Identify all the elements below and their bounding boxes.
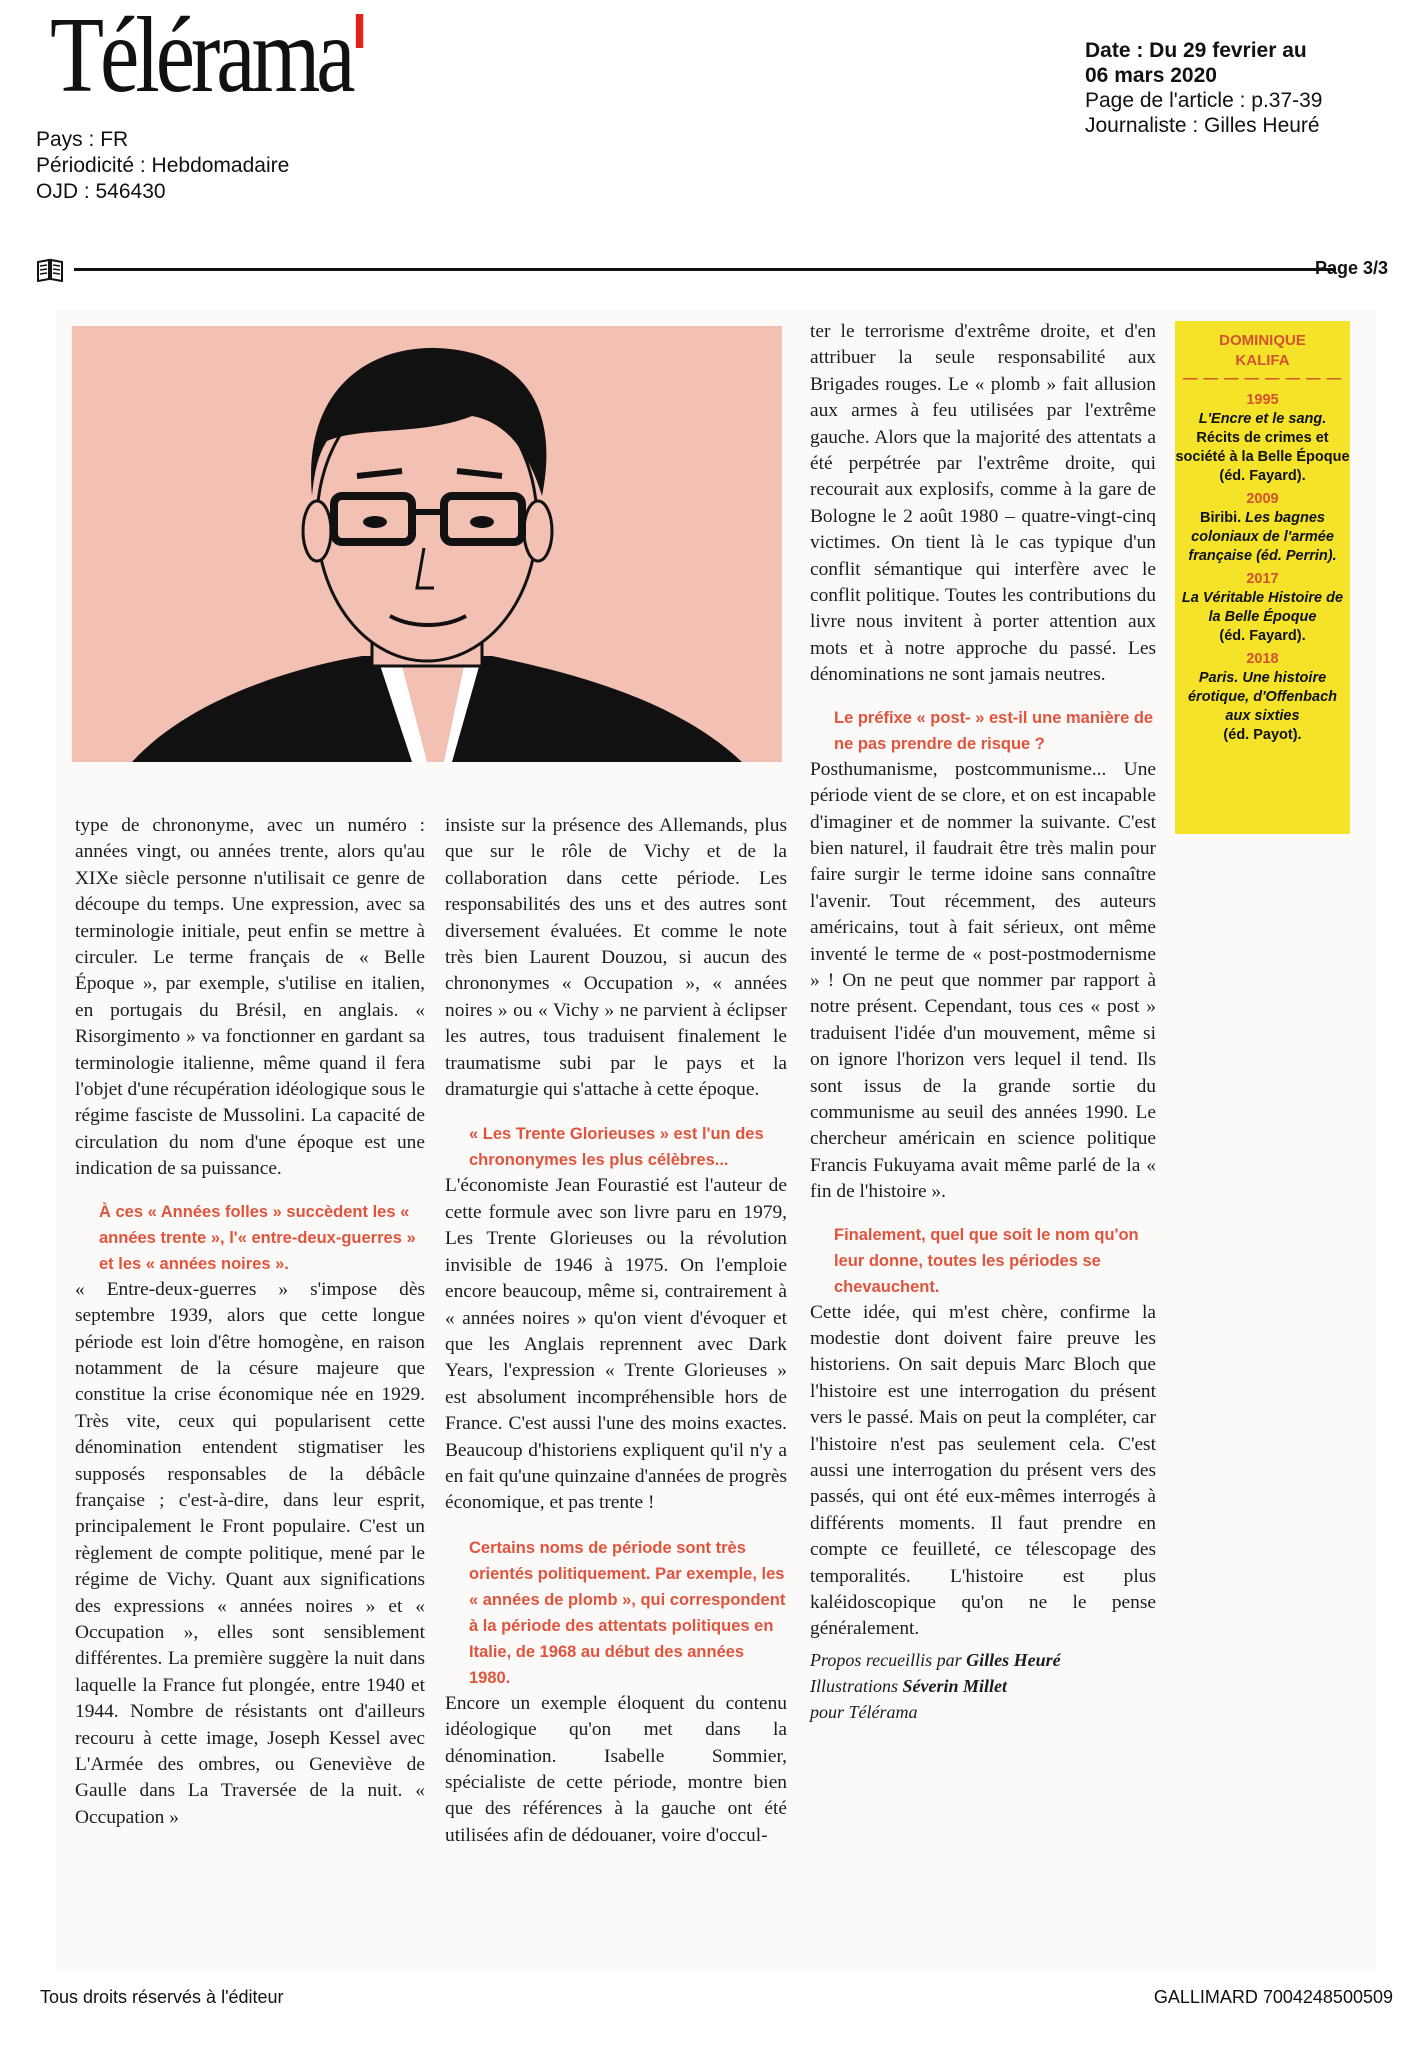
- publication-meta: [36, 127, 289, 205]
- bibliography-year: 2017: [1246, 571, 1279, 587]
- article-paragraph: ter le terrorisme d'extrême droite, et d'en attribuer la seule responsabilité aux Brigades rouges. Le « plomb » fait allusion aux armes à feu utilisées par l'extrême gauche. Alors que la majorité des attentats a été perpétrée par l'extrême droite, qui recourait aux explosifs, comme à la gare de Bologne le 2 août 1980 – quatre-vingt-cinq victimes. On tient là le cas typique d'un conflit sémantique qui interfère avec le conflit politique. Toutes les contributions du livre nous invitent à porter attention aux mots et à notre approche du passé. Les dénominations ne sont jamais neutres.: [810, 321, 1156, 686]
- article-paragraph: insiste sur la présence des Allemands, plus que sur le rôle de Vichy et de la collaboration dans cette période. Les responsabilités des uns et des autres sont diversement évaluées. Et comme le note très bien Laurent Douzou, si aucun des chrononymes « Occupation », « années noires » ou « Vichy » ne parvient à éclipser les autres, tous traduisent finalement le traumatisme subi par le pays et la dramaturgie qui s'attache à cette époque.: [445, 815, 787, 1101]
- author-lastname: KALIFA: [1235, 352, 1290, 369]
- question-heading: Certains noms de période sont très orientés politiquement. Par exemple, les « années de plomb », qui correspondent à la période des attentats politiques en Italie, de 1968 au début des années 1980.: [469, 1538, 786, 1687]
- date-line-2: 06 mars 2020: [1085, 64, 1217, 87]
- bibliography-entry: La Véritable Histoire de la Belle Époque (éd. Fayard).: [1181, 590, 1344, 644]
- bibliography-year: 1995: [1246, 392, 1279, 408]
- question-heading: À ces « Années folles » succèdent les « années trente », l'« entre-deux-guerres » et les « années noires ».: [99, 1202, 416, 1273]
- rights-notice: Tous droits réservés à l'éditeur: [40, 1987, 284, 2007]
- question-heading: Le préfixe « post- » est-il une manière de ne pas prendre de risque ?: [834, 708, 1154, 753]
- question-heading: Finalement, quel que soit le nom qu'on leur donne, toutes les périodes se chevauchent.: [834, 1225, 1139, 1296]
- periodicity: Périodicité : Hebdomadaire: [36, 154, 290, 177]
- header-rule-row: [36, 258, 1396, 282]
- country: Pays : FR: [36, 128, 129, 151]
- article-paragraph: L'économiste Jean Fourastié est l'auteur de cette formule avec son livre paru en 1979, Les Trente Glorieuses ou la révolution invisible de 1946 à 1975. On l'emploie encore beaucoup, même si, contrairement à « années noires » qu'on vient d'évoquer et que les Anglais reprennent avec Dark Years, l'expression « Trente Glorieuses » est absolument incompréhensible hors de France. C'est aussi l'une des moins exactes. Beaucoup d'historiens expliquent qu'il n'y a en fait qu'une quinzaine d'années de progrès économique, et pas trente !: [445, 1175, 787, 1514]
- question-heading: « Les Trente Glorieuses » est l'un des chrononymes les plus célèbres...: [469, 1125, 764, 1170]
- article-pages: Page de l'article : p.37-39: [1085, 89, 1323, 112]
- page-number: Page 3/3: [1314, 258, 1388, 278]
- sidebar-divider: — — — — — — — —: [1182, 371, 1343, 387]
- article-paragraph: Encore un exemple éloquent du contenu idéologique qu'on met dans la dénomination. Isabelle Sommier, spécialiste de cette période, montre bien que des références à la gauche ont été utilisées afin de dédouaner, voire d'occul-: [445, 1692, 787, 1846]
- article-meta: [1085, 38, 1323, 138]
- author-firstname: DOMINIQUE: [1219, 332, 1306, 349]
- date-line-1: Date : Du 29 fevrier au: [1085, 39, 1307, 62]
- illustrator-credit: Séverin Millet: [902, 1675, 1008, 1696]
- journalist-credit: Gilles Heuré: [966, 1649, 1061, 1670]
- article-paragraph: type de chrononyme, avec un numéro : années vingt, ou années trente, alors qu'au XIXe siècle personne n'utilisait ce genre de découpe du temps. Une expression, avec sa terminologie initiale, peut enfin se mettre à circuler. Le terme français de « Belle Époque », par exemple, s'utilise en italien, en portugais du Brésil, en anglais. « Risorgimento » va fonctionner en gardant sa terminologie italienne, même quand il fera l'objet d'une récupération idéologique sous le régime fasciste de Mussolini. La capacité de circulation du nom d'une époque est une indication de sa puissance.: [75, 815, 425, 1180]
- bibliography-entry: L'Encre et le sang. Récits de crimes et société à la Belle Époque (éd. Fayard).: [1175, 411, 1350, 484]
- ojd: OJD : 546430: [36, 180, 166, 203]
- author-bibliography: [1175, 321, 1350, 834]
- document-reference: GALLIMARD 7004248500509: [1153, 1987, 1393, 2007]
- logo-accent-mark: [356, 14, 363, 48]
- telerama-logo: Télérama: [50, 2, 352, 110]
- book-icon: [36, 258, 64, 287]
- article-paragraph: « Entre-deux-guerres » s'impose dès septembre 1939, alors que cette longue période est loin d'être homogène, en raison notamment de la césure majeure que constitue la crise économique née en 1929. Très vite, ceux qui popularisent cette dénomination entendent stigmatiser les supposés responsables de la débâcle française ; c'est-à-dire, dans leur esprit, principalement le Front populaire. C'est un règlement de compte politique, mené par le régime de Vichy. Quant aux significations des expressions « années noires » et « Occupation », elles sont sensiblement différentes. La première suggère la nuit dans laquelle la France fut plongée, entre 1940 et 1944. Nombre de résistants ont d'ailleurs recouru à cette image, Joseph Kessel avec L'Armée des ombres, ou Geneviève de Gaulle dans La Traversée de la nuit. « Occupation »: [75, 1278, 425, 1828]
- journalist: Journaliste : Gilles Heuré: [1085, 114, 1320, 137]
- article-paragraph: Posthumanisme, postcommunisme... Une période vient de se clore, et on est incapable d'imaginer et de nommer la suivante. C'est bien naturel, il faudrait être très malin pour faire surgir le terme idoine sans connaître l'avenir. Tout récemment, des auteurs américains, tout à fait sérieux, ont même inventé le terme de « post-postmodernisme » ! On ne peut que nommer par rapport à notre présent. Cependant, tous ces « post » traduisent l'idée d'un mouvement, même si on ignore l'horizon vers lequel il tend. Ils sont issus de la grande sortie du communisme au seuil des années 1990. Le chercheur américain en science politique Francis Fukuyama avait même parlé de la « fin de l'histoire ».: [810, 758, 1156, 1203]
- header-divider: [74, 268, 1336, 271]
- article-paragraph: Cette idée, qui m'est chère, confirme la modestie dont doivent faire preuve les historiens. On sait depuis Marc Bloch que l'histoire est une interrogation du présent vers le passé. Mais on peut la compléter, car l'histoire n'est pas seulement cela. C'est aussi une interrogation du présent vers des passés, qui ont été eux-mêmes interrogés à différents moments. Il faut prendre en compte ce feuilleté, ce télescopage des temporalités. L'histoire est plus kaléidoscopique qu'on ne le pense généralement.: [810, 1301, 1156, 1640]
- bibliography-year: 2018: [1246, 651, 1279, 667]
- bibliography-entry: Paris. Une histoire érotique, d'Offenbach aux sixties (éd. Payot).: [1187, 670, 1337, 743]
- article-column-2: [445, 813, 787, 1849]
- bibliography-year: 2009: [1246, 491, 1279, 507]
- article-scan: [56, 310, 1376, 1972]
- article-column-3: [810, 319, 1156, 1725]
- article-column-1: [75, 813, 425, 1831]
- portrait-illustration: [72, 326, 782, 762]
- article-credits: Propos recueillis par Gilles Heuré Illustrations Séverin Millet pour Télérama: [810, 1649, 1061, 1722]
- bibliography-entry: Biribi. Les bagnes coloniaux de l'armée française (éd. Perrin).: [1188, 510, 1337, 564]
